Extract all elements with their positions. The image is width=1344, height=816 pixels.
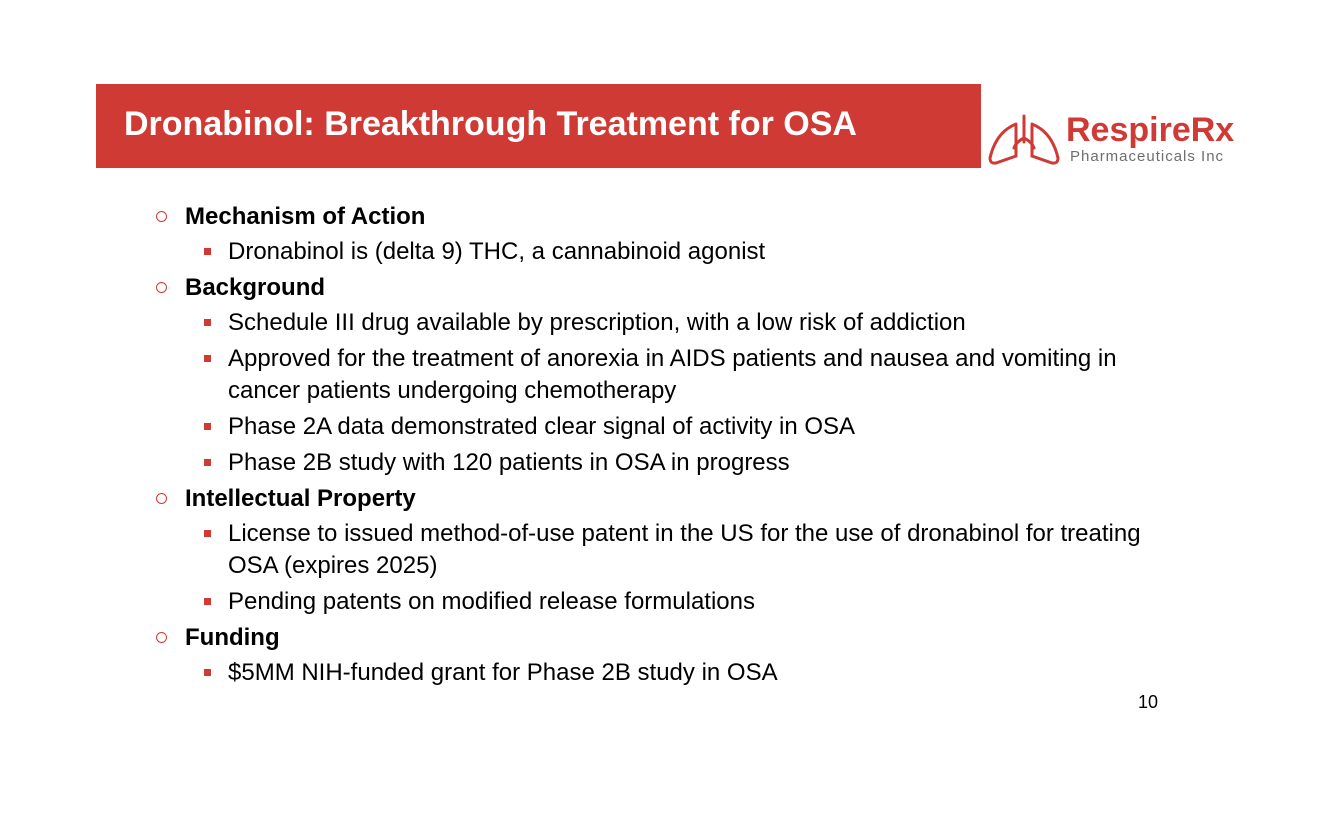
list-item <box>156 657 1188 689</box>
list-item-text: Schedule III drug available by prescription, with a low risk of addiction <box>228 309 966 336</box>
list-item <box>156 307 1188 339</box>
square-bullet-icon <box>204 459 211 466</box>
section-heading <box>156 272 1216 304</box>
list-item-text: License to issued method-of-use patent in the US for the use of dronabinol for treating OSA (expires 2025) <box>228 520 1141 579</box>
list-item <box>156 586 1188 618</box>
list-item-text: Approved for the treatment of anorexia in AIDS patients and nausea and vomiting in cancer patients undergoing chemotherapy <box>228 345 1117 404</box>
square-bullet-icon <box>204 248 211 255</box>
list-item <box>156 518 1188 582</box>
square-bullet-icon <box>204 319 211 326</box>
section-heading <box>156 622 1216 654</box>
bullet-list <box>156 198 1216 693</box>
company-logo <box>986 110 1244 170</box>
section-heading-text: Intellectual Property <box>185 485 416 512</box>
circle-bullet-icon <box>156 632 167 643</box>
square-bullet-icon <box>204 669 211 676</box>
list-item-text: Phase 2A data demonstrated clear signal of activity in OSA <box>228 413 856 440</box>
section-heading <box>156 201 1216 233</box>
circle-bullet-icon <box>156 282 167 293</box>
section-heading-text: Mechanism of Action <box>185 203 426 230</box>
title-banner <box>96 84 981 168</box>
logo-name: RespireRx <box>1066 111 1235 149</box>
lungs-icon <box>986 112 1062 168</box>
square-bullet-icon <box>204 423 211 430</box>
square-bullet-icon <box>204 355 211 362</box>
circle-bullet-icon <box>156 493 167 504</box>
list-item <box>156 411 1188 443</box>
section-heading <box>156 483 1216 515</box>
page-number: 10 <box>1138 692 1159 712</box>
section-heading-text: Background <box>185 274 326 301</box>
logo-subtitle: Pharmaceuticals Inc <box>1070 148 1225 165</box>
section-heading-text: Funding <box>185 624 280 651</box>
list-item-text: Phase 2B study with 120 patients in OSA in progress <box>228 449 790 476</box>
list-item-text: Dronabinol is (delta 9) THC, a cannabinoid agonist <box>228 238 766 265</box>
list-item-text: Pending patents on modified release formulations <box>228 588 755 615</box>
circle-bullet-icon <box>156 211 167 222</box>
slide-title: Dronabinol: Breakthrough Treatment for OSA <box>124 105 857 143</box>
list-item-text: $5MM NIH-funded grant for Phase 2B study in OSA <box>228 659 778 686</box>
square-bullet-icon <box>204 598 211 605</box>
list-item <box>156 343 1188 407</box>
list-item <box>156 447 1188 479</box>
list-item <box>156 236 1188 268</box>
square-bullet-icon <box>204 530 211 537</box>
